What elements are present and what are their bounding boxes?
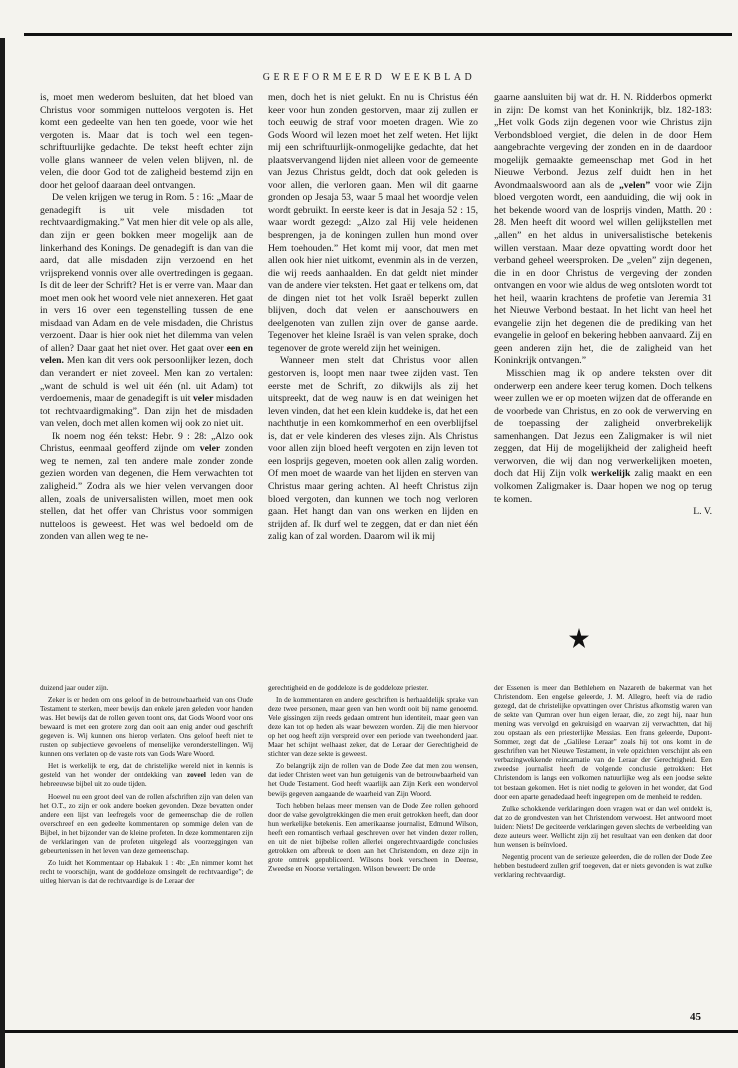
article-column-1 xyxy=(40,92,253,672)
page-number: 45 xyxy=(690,1011,701,1023)
author-signature: L. V. xyxy=(693,506,712,518)
bottom-rule xyxy=(5,1030,738,1033)
paragraph: duizend jaar ouder zijn. xyxy=(40,684,109,692)
paragraph: gerechtigheid en de goddeloze is de goddeloze priester. xyxy=(268,684,429,692)
paragraph: Zo luidt het Kommentaar op Habakuk 1 : 4b: „En nimmer komt het recht te voorschijn, want de goddeloze omsingelt de rechtvaardige”; de uitleg hiervan is dat de rechtvaardige is de Leraar der xyxy=(40,858,253,885)
top-rule xyxy=(24,33,732,36)
star-ornament-icon xyxy=(567,627,591,651)
paragraph: Zo belangrijk zijn de rollen van de Dode Zee dat men zou wensen, dat ieder Christen weet van hun getuigenis van de betrouwbaarheid van het Oude Testament. God heeft waarlijk aan Zijn Kerk een wondervol bewijs gegeven aangaande de waarheid van Zijn Woord. xyxy=(268,762,478,798)
paragraph: Toch hebben helaas meer mensen van de Dode Zee rollen gehoord door de valse gevolgtrekkingen die men eruit getrokken heeft, dan door hun werkelijke betekenis. Een amerikaanse journalist, Edmund Wilson, heeft een romantisch verhaal geschreven over het vinden dezer rollen, en uit de niet bijbelse rollen allerlei ongerechtvaardigde conclusies getrokken om afbreuk te doen aan het Christendom, en deze zijn in grote omtrek gepubliceerd. Wilsons boek verscheen in Deense, Zweedse en Noorse vertalingen. Wilson beweert: De orde xyxy=(268,801,478,873)
paragraph: Het is werkelijk te erg, dat de christelijke wereld niet in kennis is gesteld van het wonder der ontdekking van zoveel leden van de hebreeuwse bijbel uit zo oude tijden. xyxy=(40,762,253,789)
article-column-2 xyxy=(268,92,478,672)
paragraph: Negentig procent van de serieuze geleerden, die de rollen der Dode Zee hebben bestudeerd zullen grif toegeven, dat er niets gevonden is wat zulke verklaring rechtvaardigt. xyxy=(494,852,712,879)
paragraph: gaarne aansluiten bij wat dr. H. N. Ridderbos opmerkt in zijn: De komst van het Koninkrijk, blz. 182-183: „Het volk Gods zijn degenen voor wie Christus zijn Verbondsbloed vergiet, die delen in de door Hem aangebrachte vergeving der zonden en in de daardoor mogelijk gemaakte gemeenschap met God in het Nieuwe Verbond. Jezus zelf duidt hen in het Avondmaalswoord aan als de „velen” voor wie Zijn bloed vergoten wordt, een aanduiding, die wij ook in het bekende woord van de losprijs vinden, Matth. 20 : 28. Men heeft dit woord wel willen gelijkstellen met „allen” en het aldus in universalistische betekenis willen verstaan. Maar deze opvatting wordt door het verband geheel weersproken. De „velen” zijn degenen, die in en door Christus de vergeving der zonden ontvangen en voor wie aldus de weg ontsloten wordt tot het heil, waarin krachtens de profetie van Jeremia 31 het Nieuwe Verbond bestaat. In het licht van heel het evangelie zijn het degenen die de prediking van het evangelie in geloof en bekering hebben aanvaard. Zij en geen anderen zijn het, die de zaligheid van het Koninkrijk ontvangen.” xyxy=(494,92,712,367)
small-text-column-3 xyxy=(494,684,712,1009)
paragraph: der Essenen is meer dan Bethlehem en Nazareth de bakermat van het Christendom. Een engelse geleerde, J. M. Allegro, heeft via de radio gezegd, dat de christelijke opvattingen over Christus afkomstig waren van de sekte van Qumran over hun eigen leraar, die, zo zegt hij, naar hun mening was vervolgd en gekruisigd en waarvan zij verwachtten, dat hij zou opstaan als een priesterlijke Messias. Een frans geleerde, Dupont-Sommer, zegt dat de „Galilese Leraar” zoals hij tot ons komt in de geschriften van het Nieuwe Testament, in vele opzichten verschijnt als een verbazingwekkende reincarnatie van de Leraar der Gerechtigheid. Een zweedse journalist heeft de volgende conclusie getrokken: Het Christendom is langs een volkomen natuurlijke weg als een joodse sekte tot bestaan gekomen. Het is niet nodig te geloven in het wonder, dat God door een aparte genadedaad heeft ingegrepen om de menheid te redden. xyxy=(494,684,712,801)
left-edge-bar xyxy=(0,38,5,1068)
paragraph: In de kommentaren en andere geschriften is herhaaldelijk sprake van deze twee personen, maar geen van hen wordt ooit bij name genoemd. Vele gissingen zijn reeds gedaan omtrent hun identiteit, maar geen van deze kan tot op heden als waar bewezen worden. Zij die men hiervoor op het oog heeft zijn verspreid over een periode van tweehonderd jaar. Maar het schijnt welhaast zeker, dat de Leraar der Gerechtigheid de stichter van deze sekte is geweest. xyxy=(268,696,478,759)
paragraph: Wanneer men stelt dat Christus voor allen gestorven is, loopt men naar twee zijden vast. Ten eerste met de Schrift, zo dikwijls als zij het uitspreekt, dat de weg nauw is en dat weinigen het leven vinden, dat het een klein kuddeke is, dat het een nachthutje in een komkommerhof en een overblijfsel is, dat er vele kinderen des vleses zijn. Als Christus voor allen zijn bloed heeft vergoten en zijn leven tot een losprijs gegeven, moeten ook allen zalig worden. Of men moet de waarde van het lijden en sterven van Christus maar gering achten. Al heeft Christus zijn bloed vergoten, dan kunnen we toch nog verloren gaan. Het hangt dan van ons werken en lijden en strijden af. Ik durf wel te zeggen, dat er dan niet één zalig kan of zal worden. Daarom wil ik mij xyxy=(268,355,478,543)
paragraph: Hoewel nu een groot deel van de rollen afschriften zijn van delen van het O.T., zo zijn er ook andere boeken gevonden. Deze bevatten onder andere een lijst van leefregels voor de gemeenschap die de rollen overschreef en een gedeelte kommentaren op sommige delen van de Bijbel, in het bijzonder van de kleine profeten. In deze kommentaren zijn de verklaringen van de profeten uitgelegd als voorzeggingen van gebeurtenissen in het leven van deze gemeenschap. xyxy=(40,792,253,855)
article-column-3 xyxy=(494,92,712,672)
paragraph: is, moet men wederom besluiten, dat het bloed van Christus voor sommigen nutteloos vergoten is. Het komt een gedeelte van hen ten goede, voor wie het vergoten is. Maar dat is toch wel een tegen-schriftuurlijke gedachte. De tekst heeft echter zijn volle glans wanneer de velen velen blijven, nl. de velen, die door God tot de zaligheid bestemd zijn en door het geloof daaraan deel ontvangen. xyxy=(40,92,253,191)
small-text-column-1 xyxy=(40,684,253,1009)
paragraph: Ik noem nog één tekst: Hebr. 9 : 28: „Alzo ook Christus, eenmaal geofferd zijnde om veler zonden weg te nemen, zal ten andere male zonder zonde gezien worden van degenen, die Hem verwachten tot zaligheid.” Zodra als we hier velen vervangen door allen, zoals de universalisten willen, moet men ook stellen, dat het offer van Christus voor sommigen nutteloos is geweest. Het was wel bedoeld om de zonden van allen weg te ne- xyxy=(40,430,253,543)
paragraph: Zeker is er heden om ons geloof in de betrouwbaarheid van ons Oude Testament te sterken, meer bewijs dan enkele jaren geleden voor handen was. Het bewijs dat de rollen geven toont ons, dat Gods Woord voor ons bewaard is met een grotere zorg dan ooit aan enig ander oud geschrift gegeven is. Wij kunnen ons hierop verlaten. Ons geloof heeft niet te rusten op subjectieve gevoelens of menselijke veronderstellingen. Wij kunnen ons verlaten op de vaste rots van Gods Ware Woord. xyxy=(40,696,253,759)
running-header: GEREFORMEERD WEEKBLAD xyxy=(262,72,476,83)
paragraph: Misschien mag ik op andere teksten over dit onderwerp een andere keer terug komen. Doch telkens weer zullen we er op moeten wijzen dat de offerande en de voorbede van Christus, en zo ook de verwerving en de toepassing der zaligheid onverbrekelijk samenhangen. Dat Jezus een Zaligmaker is wil niet zeggen, dat Hij de mogelijkheid der zaligheid heeft verworven, die wij dan nog verwerkelijken moeten, doch dat Hij Zijn volk werkelijk zalig maakt en een volkomen Zaligmaker is. Daar hopen we nog op terug te komen. xyxy=(494,368,712,505)
paragraph: De velen krijgen we terug in Rom. 5 : 16: „Maar de genadegift is uit vele misdaden tot rechtvaardigmaking.” Vat men hier dit vele op als alle, dan zijn er geen bokken meer mogelijk aan de linkerhand des Konings. De genadegift is dan van die aard, dat alle misdaden zijn verzoend en het vrijsprekend vonnis over alle overtredingen is gegaan. Is dit de leer der Schrift? Het is er verre van. Maar dan moet men ook het woord vele niet annexeren. Het gaat in vers 16 over een tegenstelling tussen de ene misdaad van Adam en de vele misdaden, die Christus verzoent. Daar is hier ook niet het dilemma van velen of allen? Daar gaat het niet over. Het gaat over een en velen. Men kan dit vers ook persoonlijker lezen, doch dan verandert er niet zoveel. Men kan zo vertalen: „want de schuld is wel uit één (nl. uit Adam) tot verdoemenis, maar de genadegift is uit veler misdaden tot rechtvaardigmaking”. Dan zijn het de misdaden van velen, doch met allen komen wij ook zo niet uit. xyxy=(40,192,253,430)
small-text-column-2 xyxy=(268,684,478,1009)
paragraph: men, doch het is niet gelukt. En nu is Christus één keer voor hun zonden gestorven, maar zij zullen er toch eeuwig de straf voor moeten dragen. Wie zo Gods Woord wil lezen moet het zelf weten. Het lijkt mij een schriftuurlijk-onmogelijke gedachte, dat het plaatsvervangend lijden niet alleen voor de gemeente van Jezus Christus geldt, doch dat ook geleden is voor allen, die verloren gaan. Men wil dit gaarne gronden op Jesaja 53, waar 5 maal het woordje velen wordt gebruikt. In eerste keer is dat in Jesaja 52 : 15, waar wordt gezegd: „Alzo zal Hij vele heidenen besprengen, ja de koningen zullen hun mond over Hem toehouden.” Het komt mij voor, dat men met allen ook hier niet uitkomt, evenmin als in de verzen, die wij reeds aanhaalden. En dat geldt niet minder van de andere vier teksten. Het gaat er telkens om, dat de dingen niet tot het volk Israël beperkt zullen blijven, doch dat velen er aanschouwers en deelgenoten van zullen zijn over de ganse aarde. Tegenover het kleine Israël is van velen sprake, doch tegenover de grote wereld zijn het weinigen. xyxy=(268,92,478,354)
paragraph: Zulke schokkende verklaringen doen vragen wat er dan wel ontdekt is, dat zo de grondvesten van het Christendom verwoest. Het antwoord moet luiden: Niets! De geciteerde verklaringen geven slechts de verbeelding van deze auteurs weer. Wellicht zijn zij het resultaat van een denken dat door hun wensen is beïnvloed. xyxy=(494,804,712,849)
